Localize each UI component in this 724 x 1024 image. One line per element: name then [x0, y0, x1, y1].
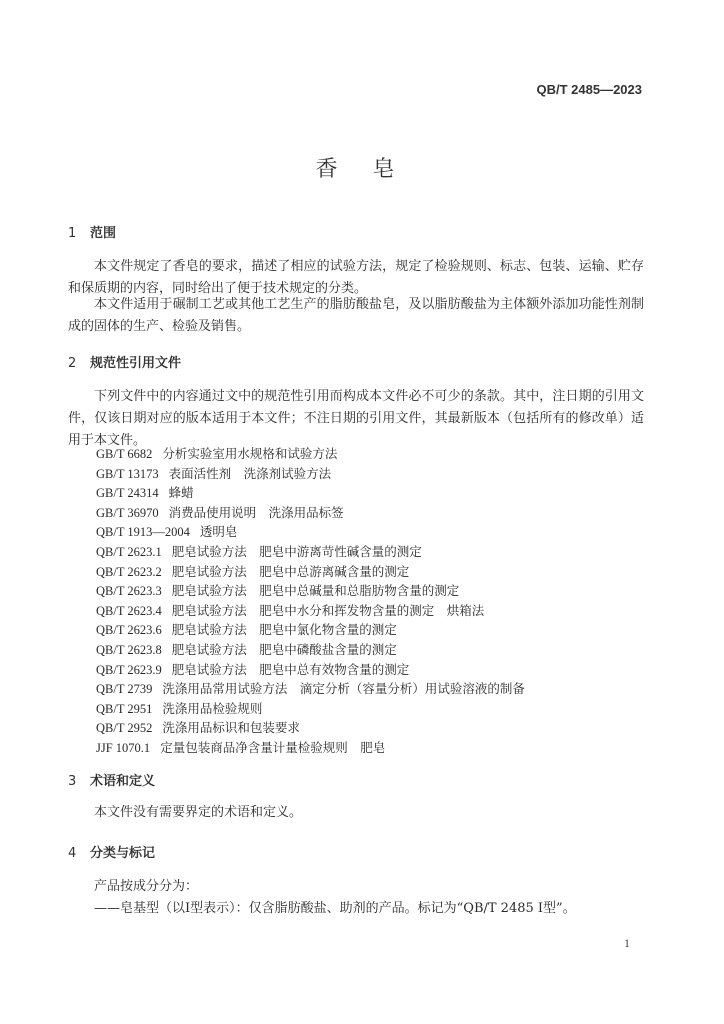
reference-code: QB/T 2623.4: [96, 603, 162, 618]
reference-title: 肥皂试验方法 肥皂中总游离碱含量的测定: [171, 563, 410, 579]
reference-code: JJF 1070.1: [96, 740, 151, 755]
section-number: 3: [68, 774, 77, 789]
reference-code: QB/T 2951: [96, 701, 153, 716]
reference-item: [96, 581, 525, 601]
reference-code: QB/T 2623.9: [96, 662, 162, 677]
section-title: 术语和定义: [90, 774, 156, 789]
reference-title: 肥皂试验方法 肥皂中游离苛性碱含量的测定: [171, 543, 422, 559]
reference-item: [96, 601, 525, 621]
reference-title: 消费品使用说明 洗涤用品标签: [168, 504, 344, 520]
reference-item: [96, 483, 525, 503]
scope-paragraph-1: 本文件规定了香皂的要求，描述了相应的试验方法，规定了检验规则、标志、包装、运输、贮存和保质期的内容，同时给出了便于技术规定的分类。: [68, 259, 644, 296]
reference-code: QB/T 2623.2: [96, 564, 162, 579]
reference-item: [96, 738, 525, 758]
reference-item: [96, 562, 525, 582]
reference-code: QB/T 2623.3: [96, 584, 162, 599]
reference-title: 肥皂试验方法 肥皂中总有效物含量的测定: [171, 661, 410, 677]
reference-title: 肥皂试验方法 肥皂中总碱量和总脂肪物含量的测定: [171, 583, 460, 599]
reference-code: GB/T 13173: [96, 466, 159, 481]
reference-item: [96, 542, 525, 562]
reference-title: 洗涤用品标识和包装要求: [162, 720, 300, 736]
normative-intro: 下列文件中的内容通过文中的规范性引用而构成本文件必不可少的条款。其中，注日期的引用文件，仅该日期对应的版本适用于本文件；不注日期的引用文件，其最新版本（包括所有的修改单）适用于本文件。: [68, 389, 644, 448]
reference-item: [96, 718, 525, 738]
reference-title: 肥皂试验方法 肥皂中氯化物含量的测定: [171, 622, 397, 638]
classification-paragraph-2: ——皂基型（以Ⅰ型表示）：仅含脂肪酸盐、助剂的产品。标记为“QB/T 2485 Ⅰ型”。: [94, 901, 576, 916]
section-number: 4: [68, 846, 77, 861]
reference-item: [96, 444, 525, 464]
scope-paragraph-2: 本文件适用于碾制工艺或其他工艺生产的脂肪酸盐皂，及以脂肪酸盐为主体额外添加功能性剂制成的固体的生产、检验及销售。: [68, 297, 644, 334]
section-number: 1: [68, 226, 77, 241]
reference-item: [96, 522, 525, 542]
section-number: 2: [68, 356, 77, 371]
reference-title: 表面活性剂 洗涤剂试验方法: [168, 465, 332, 481]
section-1-heading: [68, 222, 116, 241]
reference-title: 洗涤用品检验规则: [162, 700, 263, 716]
section-3-heading: [68, 770, 155, 789]
reference-item: [96, 464, 525, 484]
reference-code: QB/T 2623.1: [96, 544, 162, 559]
reference-title: 肥皂试验方法 肥皂中水分和挥发物含量的测定 烘箱法: [171, 602, 485, 618]
reference-item: [96, 640, 525, 660]
page-number: 1: [624, 936, 630, 950]
reference-list: [96, 444, 525, 758]
section-4-heading: [68, 842, 155, 861]
reference-title: 蜂蜡: [168, 485, 194, 501]
document-title: 香 皂: [315, 157, 409, 182]
reference-item: [96, 699, 525, 719]
classification-paragraph-1: 产品按成分分为：: [94, 879, 199, 894]
reference-code: QB/T 2739: [96, 682, 153, 697]
reference-code: GB/T 6682: [96, 447, 153, 461]
section-title: 分类与标记: [90, 846, 156, 861]
reference-code: QB/T 2952: [96, 721, 153, 736]
reference-code: QB/T 1913—2004: [96, 525, 190, 540]
reference-item: [96, 620, 525, 640]
standard-code: QB/T 2485—2023: [536, 82, 642, 97]
reference-code: GB/T 36970: [96, 505, 159, 520]
reference-item: [96, 503, 525, 523]
reference-item: [96, 660, 525, 680]
reference-code: QB/T 2623.6: [96, 623, 162, 638]
reference-title: 洗涤用品常用试验方法 滴定分析（容量分析）用试验溶液的制备: [162, 681, 525, 697]
reference-title: 肥皂试验方法 肥皂中磷酸盐含量的测定: [171, 641, 397, 657]
section-2-heading: [68, 352, 181, 371]
reference-title: 定量包装商品净含量计量检验规则 肥皂: [160, 739, 386, 755]
reference-title: 透明皂: [199, 524, 238, 540]
reference-code: GB/T 24314: [96, 486, 159, 501]
reference-code: QB/T 2623.8: [96, 642, 162, 657]
reference-item: [96, 679, 525, 699]
section-title: 范围: [90, 226, 117, 241]
reference-title: 分析实验室用水规格和试验方法: [162, 446, 338, 461]
terms-paragraph: 本文件没有需要界定的术语和定义。: [94, 805, 303, 820]
section-title: 规范性引用文件: [90, 356, 182, 371]
